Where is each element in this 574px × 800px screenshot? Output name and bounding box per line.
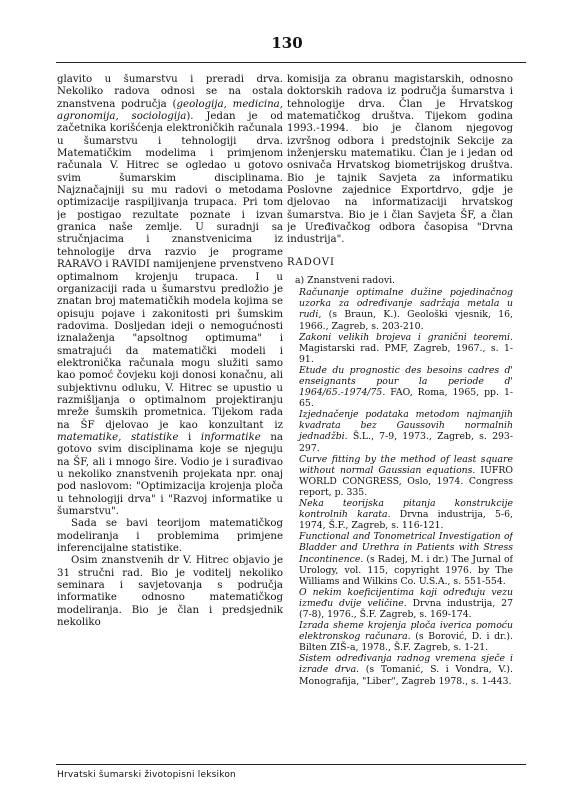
work-entry [287, 409, 513, 453]
work-entry [287, 332, 513, 365]
work-title: Curve fitting by the method of least square without normal Gaussian equations. [299, 453, 513, 476]
works-subheading: a) Znanstveni radovi. [295, 275, 395, 287]
fields-list: geologija, medicina, agronomija, sociologija [57, 98, 283, 123]
works-list [287, 275, 513, 686]
right-column [287, 74, 513, 760]
left-column [57, 74, 283, 760]
page-number: 130 [271, 34, 303, 52]
footer-title: Hrvatski šumarski životopisni leksikon [57, 770, 236, 780]
work-title: Sistem određivanja radnog vremena sječe i izrade drva. [299, 653, 513, 676]
biography-paragraph-2: Sada se bavi teorijom matematičkog modeliranja i problemima primjene inferencijalne statistike. [57, 518, 283, 555]
work-title: Izjednačenje podataka metodom najmanjih kvadrata bez Gaussovih normalnih jednadžbi. [299, 409, 513, 443]
work-citation: FAO, Roma, 1965, pp. 1-65. [299, 387, 513, 410]
work-title: Računanje optimalne dužine pojedinačnog uzorka za određivanje sadržaja metala u rudi, [299, 287, 513, 321]
work-entry [287, 620, 513, 653]
work-citation: (s Borović, D. i dr.). Bilten ZIŠ-a, 1978., Š.F. Zagreb, s. 1-21. [299, 631, 513, 654]
work-citation: Drvna industrija, 5-6, 1974, Š.F., Zagreb, s. 116-121. [299, 509, 513, 532]
work-entry [287, 587, 513, 620]
work-citation: (s Radej, M. i dr.) The Jurnal of Urology, vol. 115, copyright 1976. by The Williams and Wilkins Co. U.S.A., s. 551-554. [299, 553, 513, 587]
work-entry [287, 365, 513, 409]
section-heading-radovi: RADOVI [287, 256, 335, 268]
biography-paragraph-4: komisija za obranu magistarskih, odnosno doktorskih radova iz područja šumarstva i tehnologije drva. Član je Hrvatskog matematičkog društva. Tijekom godina 1993.-1994. bio je članom njegovog izvršnog odbora i predstojnik Sekcije za inženjersku matematiku. Član je i jedan od osnivača Hrvatskog biometrijskog društva. Bio je tajnik Savjeta za informatiku Poslovne zajednice Exportdrvo, gdje je djelovao na informatizaciji hrvatskog šumarstva. Bio je i član Savjeta ŠF, a član je Uređivačkog odbora časopisa "Drvna industrija". [287, 74, 513, 246]
work-entry [287, 454, 513, 498]
work-citation: Drvna industrija, 27 (7-8), 1976., Š.F. Zagreb, s. 169-174. [299, 597, 513, 620]
footer-rule [56, 764, 526, 765]
work-title: Etude du prognostic des besoins cadres d' enseignants pour la periode d' 1964/65.-1974/75. [299, 364, 513, 399]
work-entry [287, 287, 513, 331]
work-title: Neka teorijska pitanja konstrukcije kontrolnih karata. [299, 498, 513, 521]
biography-paragraph-3: Osim znanstvenih dr V. Hitrec objavio je 31 stručni rad. Bio je voditelj nekoliko seminara i savjetovanja s područja informatike odnosno matematičkog modeliranja. Bio je član i predsjednik nekoliko [57, 555, 283, 629]
work-entry [287, 653, 513, 686]
work-citation: (s Tomanić, S. i Vondra, V.). Monografija, "Liber", Zagreb 1978., s. 1-443. [299, 664, 513, 687]
work-entry [287, 531, 513, 586]
work-title: Zakoni velikih brojeva i granični teoremi. [299, 331, 513, 343]
header-rule [56, 62, 526, 63]
biography-paragraph-1: glavito u šumarstvu i preradi drva. Nekoliko radova odnosi se na ostala znanstvena područja (geologija, medicina, agronomija, sociologija). Jedan je od začetnika korišćenja elektroničkih računala u šumarstvu i tehnologiji drva. Matematičkim modelima i primjenom računala V. Hitrec se ogledao u gotovo svim šumarskim disciplinama. Najznačajniji su mu radovi o metodama optimizacije raspiljivanja trupaca. Pri tom je postigao rezultate poznate i izvan granica naše zemlje. U suradnji sa stručnjacima i znanstvenicima iz tehnologije drva razvio je programe RARAVO i RAVIDI namijenjene prvenstveno optimalnom krojenju trupaca. I u organizaciji rada u šumarstvu predložio je znatan broj matematičkih modela kojima se opisuju pojave i zakonitosti pri šumskim radovima. Dosljedan ideji o nemogućnosti iznalaženja "apsoltnog optimuma" i smatrajući da matematički modeli i elektronička računala mogu služiti samo kao pomoć čovjeku koji donosi konačnu, ali subjektivnu odluku, V. Hitrec se upustio u razmišljanja o optimalnom projektiranju mreže šumskih prometnica. Tijekom rada na ŠF djelovao je kao konzultant iz matematike, statistike i informatike na gotovo svim disciplinama koje se njeguju na ŠF, ali i mnogo šire. Vodio je i surađivao u nekoliko znanstvenih projekata npr. onaj pod naslovom: "Optimizacija krojenja ploča u tehnologiji drva" i "Razvoj informatike u šumarstvu". [57, 74, 283, 518]
work-title: Functional and Tonometrical Investigation of Bladder and Urethra in Patients with Stress Incontinence. [299, 531, 513, 565]
work-citation: Magistarski rad. PMF, Zagreb, 1967., s. 1-91. [299, 342, 513, 365]
work-title: Izrada sheme krojenja ploča iverica pomoću elektronskog računara. [299, 620, 513, 643]
work-title: O nekim koeficijentima koji određuju vezu između dvije veličine. [299, 586, 513, 609]
work-citation: IUFRO WORLD CONGRESS, Oslo, 1974. Congress report, p. 335. [299, 464, 513, 498]
work-entry [287, 498, 513, 531]
work-citation: Š.L., 7-9, 1973., Zagreb, s. 293-297. [299, 431, 513, 454]
work-citation: (s Braun, K.). Geološki vjesnik, 16, 1966., Zagreb, s. 203-210. [299, 309, 513, 332]
